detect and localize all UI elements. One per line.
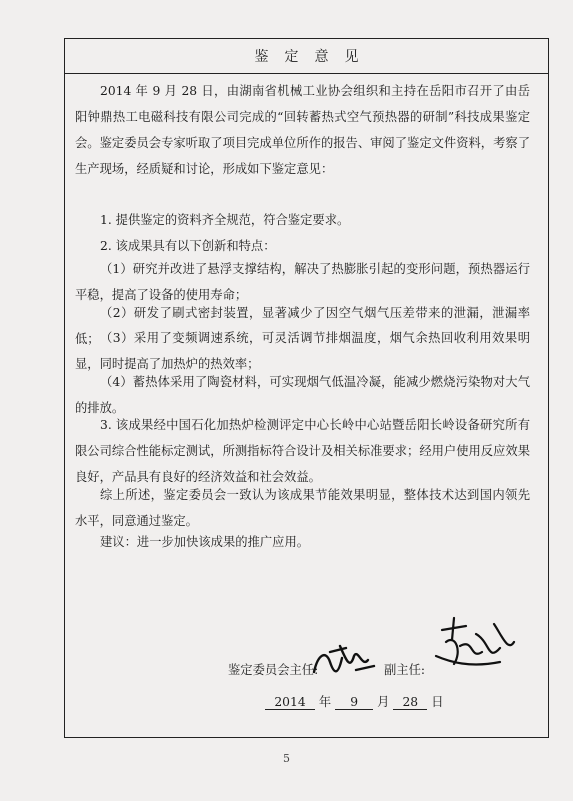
item-2-sub-2: （2）研发了刷式密封装置，显著减少了因空气烟气压差带来的泄漏，泄漏率低； (75, 306, 530, 346)
vice-chair-signature (430, 612, 525, 682)
conclusion: 综上所述，鉴定委员会一致认为该成果节能效果明显，整体技术达到国内领先水平，同意通过鉴定。 (75, 488, 530, 528)
item-3: 3. 该成果经中国石化加热炉检测评定中心长岭中心站暨岳阳长岭设备研究所有限公司综合性能标定测试，所测指标符合设计及相关标准要求；经用户使用反应效果良好，产品具有良好的经济效益和社会效益。 (75, 418, 530, 484)
item-2-sub-3: （3）采用了变频调速系统，可灵活调节排烟温度，烟气余热回收利用效果明显，同时提高了加热炉的热效率； (75, 331, 530, 371)
section-title: 鉴定意见 (65, 39, 548, 74)
date-month: 9 (335, 695, 373, 710)
suggestion: 建议：进一步加快该成果的推广应用。 (100, 535, 310, 549)
vice-chair-label: 副主任: (384, 663, 426, 677)
intro-paragraph: 2014 年 9 月 28 日，由湖南省机械工业协会组织和主持在岳阳市召开了由岳阳钟鼎热工电磁科技有限公司完成的“回转蓄热式空气预热器的研制”科技成果鉴定会。鉴定委员会专家听取了项目完成单位所作的报告、审阅了鉴定文件资料，考察了生产现场，经质疑和讨论，形成如下鉴定意见： (75, 84, 530, 176)
date-month-unit: 月 (377, 695, 390, 709)
date-year-unit: 年 (318, 695, 332, 709)
chair-label: 鉴定委员会主任: (228, 663, 319, 677)
item-2-sub-4: （4）蓄热体采用了陶瓷材料，可实现烟气低温冷凝，能减少燃烧污染物对大气的排放。 (75, 375, 530, 415)
signing-date (265, 692, 444, 710)
item-2: 2. 该成果具有以下创新和特点： (100, 239, 276, 253)
page-number: 5 (283, 752, 290, 765)
date-year: 2014 (265, 695, 315, 710)
item-1: 1. 提供鉴定的资料齐全规范，符合鉴定要求。 (100, 213, 350, 227)
date-day-unit: 日 (431, 695, 444, 709)
item-2-sub-1: （1）研究并改进了悬浮支撑结构，解决了热膨胀引起的变形问题，预热器运行平稳，提高了设备的使用寿命； (75, 262, 530, 302)
date-day: 28 (393, 695, 427, 710)
chair-signature (310, 640, 380, 680)
